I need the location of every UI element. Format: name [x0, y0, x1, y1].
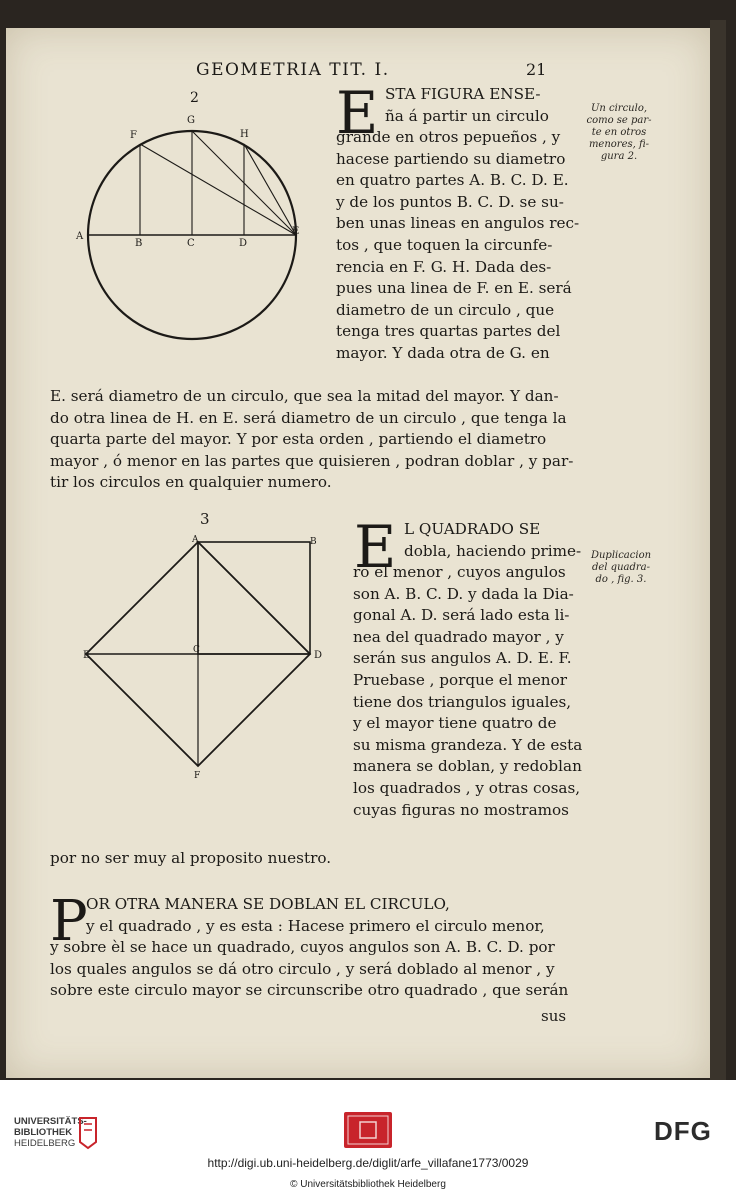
library-name-line: UNIVERSITÄTS- [14, 1116, 87, 1127]
digitized-stamp-icon [344, 1112, 392, 1148]
margin-note-line: te en otros [591, 127, 647, 138]
text-line: tir los circulos en qualquier numero. [50, 473, 332, 492]
figure-3-label-D: D [314, 650, 323, 661]
margin-note-line: menores, fi- [588, 139, 650, 150]
text-line: por no ser muy al proposito nuestro. [50, 849, 332, 867]
text-line: do otra linea de H. en E. será diametro de un circulo , que tenga la [50, 408, 567, 427]
section-2-text-narrow [404, 519, 582, 562]
text-line: en quatro partes A. B. C. D. E. [336, 171, 569, 190]
page-url[interactable]: http://digi.ub.uni-heidelberg.de/diglit/arfe_villafane1773/0029 [207, 1156, 529, 1170]
text-line: nea del quadrado mayor , y [353, 627, 564, 646]
section-1-text-body [336, 127, 580, 365]
figure-2-label-B: B [135, 238, 143, 249]
figure-2-label-C: C [187, 238, 195, 249]
running-header: GEOMETRIA TIT. I. [196, 60, 390, 80]
text-line: manera se doblan, y redoblan [353, 757, 582, 776]
copyright-notice: © Universitätsbibliothek Heidelberg [290, 1179, 446, 1190]
text-line: E. será diametro de un circulo, que sea la mitad del mayor. Y dan- [50, 387, 559, 405]
text-line: rencia en F. G. H. Dada des- [336, 257, 552, 276]
margin-note-line: gura 2. [600, 151, 638, 162]
library-emblem-icon [76, 1114, 102, 1150]
section-2-dropcap: E [354, 513, 397, 581]
text-line: grande en otros pepueños , y [336, 128, 561, 146]
text-line: OR OTRA MANERA SE DOBLAN EL CIRCULO, [86, 895, 450, 913]
text-line: tiene dos triangulos iguales, [353, 692, 572, 711]
text-line: ro el menor , cuyos angulos [353, 563, 566, 581]
figure-2-label-D: D [239, 238, 248, 249]
text-line: y de los puntos B. C. D. se su- [336, 192, 564, 211]
margin-note-line: del quadra- [591, 562, 651, 573]
margin-note-line: como se par- [586, 115, 652, 126]
text-line: y sobre èl se hace un quadrado, cuyos angulos son A. B. C. D. por [50, 938, 555, 956]
margin-note-1 [580, 103, 658, 163]
margin-note-line: Duplicacion [590, 550, 652, 561]
figure-3-label-C: C [193, 645, 200, 655]
text-line: son A. B. C. D. y dada la Dia- [353, 584, 574, 603]
text-line: sobre este circulo mayor se circunscribe otro quadrado , que serán [50, 981, 569, 1000]
library-name-line: HEIDELBERG [14, 1138, 76, 1149]
figure-3-number: 3 [200, 510, 210, 528]
figure-3-label-B: B [310, 537, 317, 547]
section-1-text-narrow [385, 84, 575, 127]
margin-note-line: Un circulo, [590, 103, 648, 114]
text-line: gonal A. D. será lado esta li- [353, 606, 570, 625]
section-3-text-first [86, 894, 576, 937]
text-line: y el mayor tiene quatro de [353, 714, 557, 733]
text-line: tenga tres quartas partes del [336, 322, 561, 341]
figure-3-label-A: A [192, 535, 199, 545]
text-line: los quadrados , y otras cosas, [353, 778, 581, 797]
text-line: cuyas figuras no mostramos [353, 800, 569, 819]
section-2-text-full [50, 848, 576, 870]
figure-2-label-E: E [292, 226, 300, 237]
margin-note-line: do , fig. 3. [595, 574, 647, 585]
dfg-logo[interactable]: DFG [654, 1116, 712, 1146]
text-line: los quales angulos se dá otro circulo , y será doblado al menor , y [50, 959, 555, 978]
text-line: tos , que toquen la circunfe- [336, 235, 553, 254]
figure-2-circle [70, 88, 320, 368]
figure-2-number: 2 [190, 90, 199, 106]
text-line: pues una linea de F. en E. será [336, 279, 572, 298]
text-line: STA FIGURA ENSE- [385, 85, 541, 103]
section-3-dropcap: P [50, 889, 88, 954]
section-3-text-body [50, 937, 576, 1002]
text-line: diametro de un circulo , que [336, 300, 555, 319]
figure-2-label-H: H [240, 129, 249, 140]
text-line: su misma grandeza. Y de esta [353, 735, 583, 754]
section-1-text-full [50, 386, 576, 494]
text-line: quarta parte del mayor. Y por esta orden , partiendo el diametro [50, 430, 547, 449]
section-2-text-body [353, 562, 583, 821]
section-1-dropcap: E [336, 79, 379, 147]
margin-note-2 [578, 550, 664, 586]
text-line: mayor , ó menor en las partes que quisieren , podran doblar , y par- [50, 451, 574, 470]
text-line: L QUADRADO SE [404, 520, 541, 538]
text-line: Pruebase , porque el menor [353, 670, 567, 689]
text-line: y el quadrado , y es esta : Hacese primero el circulo menor, [86, 916, 545, 935]
figure-2-label-F: F [130, 130, 137, 141]
text-line: ña á partir un circulo [385, 106, 549, 125]
text-line: dobla, haciendo prime- [404, 541, 582, 560]
figure-3-label-F: F [194, 771, 201, 781]
page-number: 21 [526, 60, 547, 79]
figure-2-label-G: G [187, 115, 195, 126]
text-line: mayor. Y dada otra de G. en [336, 343, 550, 362]
text-line: hacese partiendo su diametro [336, 149, 566, 168]
text-line: ben unas lineas en angulos rec- [336, 214, 580, 233]
text-line: serán sus angulos A. D. E. F. [353, 649, 572, 668]
page-edge [710, 20, 726, 1080]
library-name-line: BIBLIOTHEK [14, 1127, 73, 1138]
catchword: sus [541, 1007, 567, 1025]
figure-3-square [84, 508, 334, 788]
figure-2-label-A: A [76, 231, 84, 242]
figure-3-label-E: E [83, 650, 91, 661]
